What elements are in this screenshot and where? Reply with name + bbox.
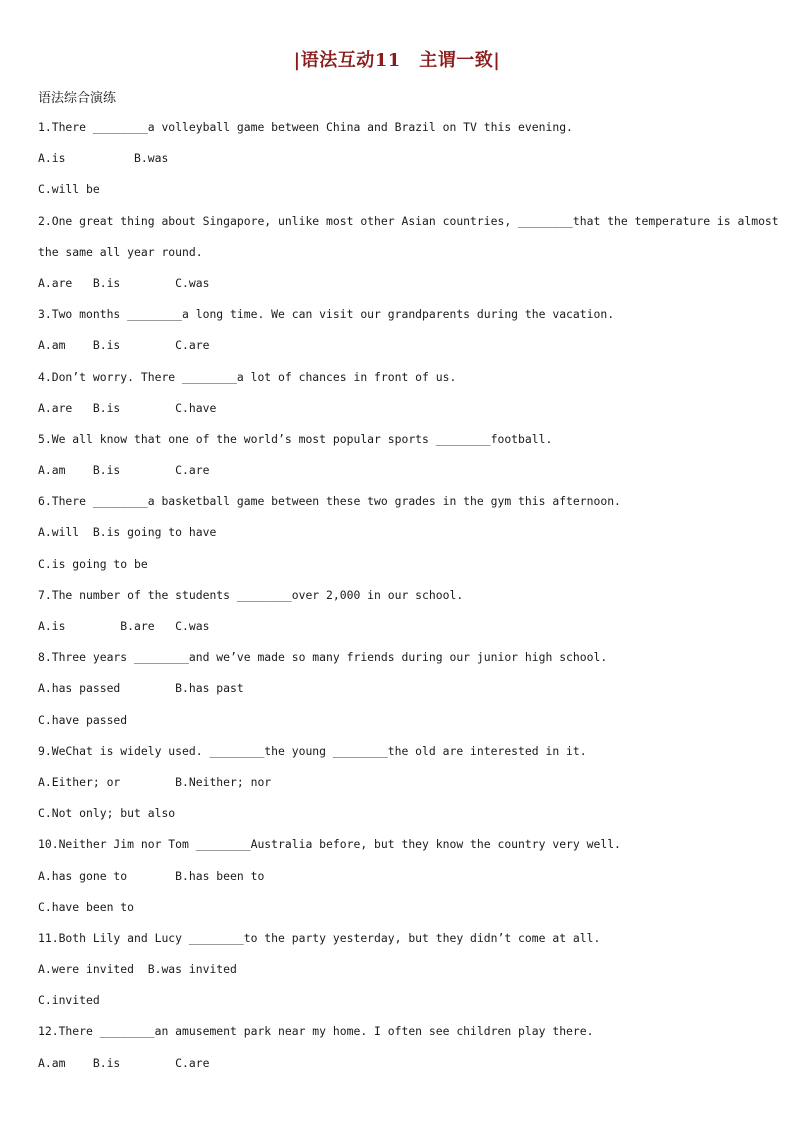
exercise-line: 3.Two months ________a long time. We can visit our grandparents during the vacation. — [38, 307, 615, 322]
exercise-line: A.am B.is C.are — [38, 338, 210, 353]
exercise-line: A.am B.is C.are — [38, 463, 210, 478]
exercise-line: A.were invited B.was invited — [38, 962, 237, 977]
exercise-line: 4.Don’t worry. There ________a lot of chances in front of us. — [38, 369, 457, 384]
exercise-list — [38, 117, 779, 1084]
exercise-line: 9.WeChat is widely used. ________the young ________the old are interested in it. — [38, 743, 587, 758]
exercise-line: A.are B.is C.was — [38, 275, 210, 290]
exercise-line: 6.There ________a basketball game between these two grades in the gym this afternoon. — [38, 494, 621, 509]
section-heading: 语法综合演练 — [38, 91, 117, 106]
exercise-line: A.am B.is C.are — [38, 1055, 210, 1070]
exercise-line: A.is B.are C.was — [38, 619, 210, 633]
exercise-line: A.has gone to B.has been to — [38, 868, 265, 883]
exercise-line: 8.Three years ________and we’ve made so many friends during our junior high school. — [38, 650, 608, 665]
exercise-line: C.Not only; but also — [38, 806, 176, 821]
exercise-line: A.is B.was — [38, 151, 169, 166]
exercise-line: A.Either; or B.Neither; nor — [38, 774, 272, 789]
exercise-line: A.has passed B.has past — [38, 681, 244, 696]
exercise-line: 12.There ________an amusement park near my home. I often see children play there. — [38, 1024, 594, 1039]
exercise-line: 11.Both Lily and Lucy ________to the party yesterday, but they didn’t come at all. — [38, 930, 601, 945]
exercise-line: 10.Neither Jim nor Tom ________Australia before, but they know the country very well. — [38, 837, 621, 852]
exercise-line: 7.The number of the students ________over 2,000 in our school. — [38, 587, 464, 602]
exercise-line: the same all year round. — [38, 244, 203, 259]
exercise-line: 1.There ________a volleyball game between China and Brazil on TV this evening. — [38, 120, 573, 134]
exercise-line: C.have been to — [38, 899, 135, 914]
exercise-line: C.is going to be — [38, 556, 148, 571]
exercise-line: C.have passed — [38, 712, 128, 727]
exercise-line: C.will be — [38, 182, 100, 197]
exercise-line: C.invited — [38, 993, 100, 1008]
exercise-line: A.will B.is going to have — [38, 525, 217, 540]
exercise-line: 5.We all know that one of the world’s most popular sports ________football. — [38, 431, 553, 446]
page-title: |语法互动11 主谓一致| — [293, 50, 501, 71]
exercise-line: 2.One great thing about Singapore, unlike most other Asian countries, ________that the temperature is almost — [38, 213, 779, 228]
exercise-line: A.are B.is C.have — [38, 400, 217, 415]
